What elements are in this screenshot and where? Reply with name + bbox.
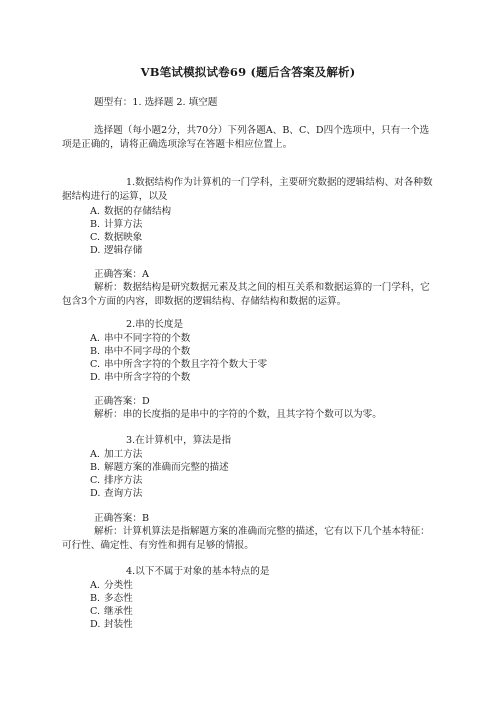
question-4-option-d[interactable]	[90, 618, 133, 631]
question-2-option-b[interactable]	[90, 345, 190, 358]
option-letter: C.	[90, 606, 101, 617]
option-text: 查询方法	[104, 488, 143, 499]
option-letter: B.	[90, 346, 101, 357]
section-intro: 选择题（每小题2分，共70分）下列各题A、B、C、D四个选项中，只有一个选项是正确的，请将正确选项涂写在答题卡相应位置上。	[62, 125, 430, 151]
option-text: 排序方法	[104, 475, 143, 486]
question-number: 1.	[126, 177, 136, 188]
question-4-option-b[interactable]	[90, 592, 133, 605]
option-text: 串中所含字符的个数且字符个数大于零	[104, 359, 268, 370]
question-number: 3.	[126, 435, 136, 446]
option-text: 继承性	[104, 606, 133, 617]
question-2-answer: 正确答案：D	[94, 396, 150, 407]
question-4-option-c[interactable]	[90, 605, 133, 618]
option-letter: A.	[90, 449, 100, 460]
option-letter: B.	[90, 219, 101, 230]
option-text: 数据映象	[104, 232, 143, 243]
question-1-option-c[interactable]	[90, 231, 142, 244]
option-letter: D.	[90, 372, 101, 383]
question-3-option-a[interactable]	[90, 448, 142, 461]
option-text: 串中不同字母的个数	[104, 346, 191, 357]
option-letter: A.	[90, 333, 100, 344]
question-types-line: 题型有：1. 选择题 2. 填空题	[94, 97, 218, 108]
question-2-stem	[62, 318, 436, 332]
option-letter: D.	[90, 245, 101, 256]
option-letter: D.	[90, 619, 101, 630]
question-2-option-a[interactable]	[90, 332, 190, 345]
question-1-analysis: 解析：数据结构是研究数据元素及其之间的相互关系和数据运算的一门学科，它包含3个方面的内容，即数据的逻辑结构、存储结构和数据的运算。	[62, 282, 430, 308]
question-4-stem	[62, 565, 436, 579]
option-letter: C.	[90, 232, 101, 243]
option-text: 逻辑存储	[104, 245, 143, 256]
question-number: 2.	[126, 319, 136, 330]
question-3-option-b[interactable]	[90, 461, 229, 474]
option-text: 串中所含字符的个数	[104, 372, 191, 383]
question-text: 以下不属于对象的基本特点的是	[135, 566, 270, 577]
question-2-option-c[interactable]	[90, 358, 267, 371]
option-letter: C.	[90, 475, 101, 486]
question-3-answer: 正确答案：B	[94, 513, 150, 524]
option-letter: B.	[90, 593, 101, 604]
question-text: 在计算机中，算法是指	[135, 435, 232, 446]
question-number: 4.	[126, 566, 136, 577]
question-1-answer: 正确答案：A	[94, 269, 149, 280]
question-3-option-d[interactable]	[90, 487, 142, 500]
option-text: 解题方案的准确而完整的描述	[104, 462, 229, 473]
question-4-option-a[interactable]	[90, 579, 133, 592]
question-1-option-b[interactable]	[90, 218, 142, 231]
option-letter: B.	[90, 462, 101, 473]
question-3-option-c[interactable]	[90, 474, 142, 487]
question-3-analysis: 解析：计算机算法是指解题方案的准确而完整的描述，它有以下几个基本特征：可行性、确定性、有穷性和拥有足够的情报。	[62, 526, 430, 552]
document-title: VB笔试模拟试卷69 (题后含答案及解析)	[140, 65, 356, 79]
option-letter: C.	[90, 359, 101, 370]
option-text: 数据的存储结构	[104, 206, 172, 217]
question-text: 数据结构作为计算机的一门学科，主要研究数据的逻辑结构、对各种数据结构进行的运算，以及	[62, 177, 433, 203]
option-text: 多态性	[104, 593, 133, 604]
option-text: 分类性	[104, 580, 133, 591]
question-1-option-a[interactable]	[90, 205, 171, 218]
question-2-analysis: 解析：串的长度指的是串中的字符的个数，且其字符个数可以为零。	[94, 409, 382, 420]
option-letter: A.	[90, 206, 100, 217]
question-1-option-d[interactable]	[90, 244, 142, 257]
option-letter: D.	[90, 488, 101, 499]
question-1-stem	[62, 176, 436, 205]
option-text: 计算方法	[104, 219, 143, 230]
question-2-option-d[interactable]	[90, 371, 190, 384]
option-text: 加工方法	[104, 449, 143, 460]
option-text: 串中不同字符的个数	[104, 333, 191, 344]
option-text: 封装性	[104, 619, 133, 630]
option-letter: A.	[90, 580, 100, 591]
question-3-stem	[62, 434, 436, 448]
question-text: 串的长度是	[135, 319, 184, 330]
